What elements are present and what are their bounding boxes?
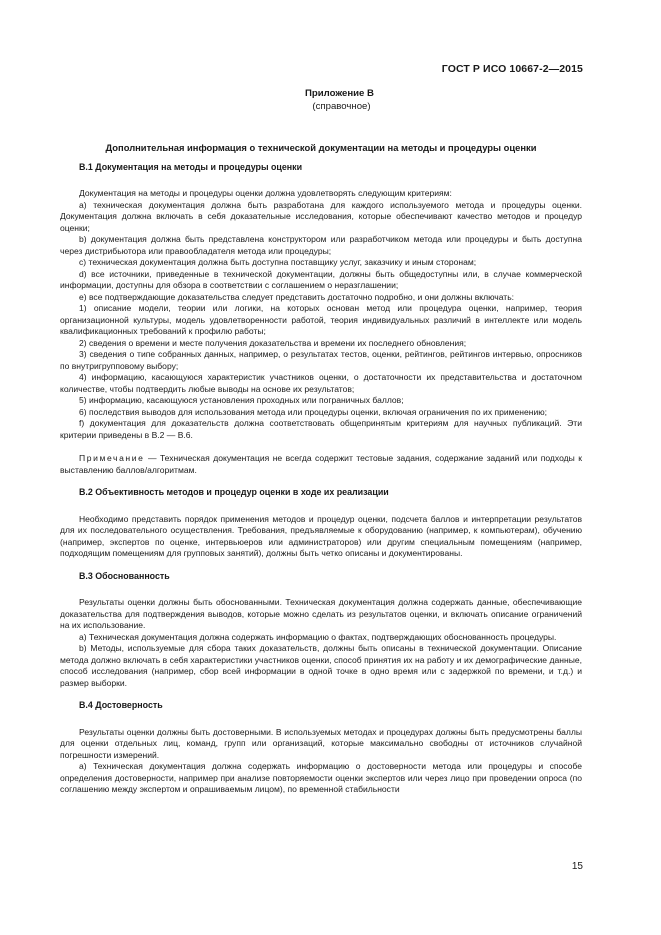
b1-item-a: а) техническая документация должна быть разработана для каждого используемого метода и процедуры оценки. Документация должна включать в себя доказательные исследования, которые обеспечивают качество методов и процедур оценки; — [60, 199, 582, 233]
note-text: — Техническая документация не всегда содержит тестовые задания, содержание заданий или подходы к выставлению баллов/алгоритмам. — [60, 453, 582, 475]
b3-item-a: а) Техническая документация должна содержать информацию о фактах, подтверждающих обоснованность процедуры. — [79, 631, 557, 642]
note-label: Примечание — [79, 453, 145, 463]
section-b1-heading: В.1 Документация на методы и процедуры оценки — [79, 161, 303, 172]
page-number: 15 — [571, 861, 583, 872]
b1-sub-item-4: 4) информацию, касающуюся характеристик участников оценки, о достаточности их представительства и достаточном количестве, чтобы подтвердить любые выводы на основе их результатов; — [60, 372, 582, 394]
b1-item-f: f) документация для доказательств должна соответствовать общепринятым критериям для научных публикаций. Эти критерии приведены в В.2 — В.6. — [60, 418, 582, 440]
section-b4-heading: В.4 Достоверность — [79, 700, 163, 710]
b3-item-b: b) Методы, используемые для сбора таких доказательств, должны быть описаны в технической документации. Описание метода должно включать в себя характеристики участников оценки, способ принятия их на работу и их демографические данные, способ исследования (например, сбор всей информации в одной точке в одно время или с задержкой по времени, и т.д.) и размер выборки. — [60, 643, 582, 688]
spacer — [60, 560, 582, 571]
spacer — [60, 689, 582, 700]
b4-item-a: а) Техническая документация должна содержать информацию о достоверности метода или процедуры и способе определения достоверности, например при анализе повторяемости оценки экспертов или через лицо при проведении опроса (по соглашению между экспертом и опрашиваемым лицом), по временной стабильности — [60, 761, 582, 794]
appendix-heading — [0, 88, 661, 113]
b1-sub-item-1: 1) описание модели, теории или логики, на которых основан метод или процедура оценки, например, теория организационной культуры, модель удовлетворенности работой, теория индивидуальных различий в интеллекте или модель квалификационных требований к профилю работы; — [60, 303, 582, 336]
b1-item-b: b) документация должна быть представлена конструктором или разработчиком метода или процедуры и быть доступна через дистрибьютора или правообладателя метода или процедуры; — [60, 234, 582, 256]
appendix-subtitle: (справочное) — [312, 100, 371, 112]
b3-text: Результаты оценки должны быть обоснованными. Техническая документация должна содержать данные, обеспечивающие доказательства для подтверждения выводов, которые можно сделать из результатов оценки, и включать описание ограничений на их использование. — [60, 597, 582, 630]
document-body — [60, 142, 582, 796]
b1-item-c: с) техническая документация должна быть доступна поставщику услуг, заказчику и иным сторонам; — [79, 257, 477, 267]
b1-sub-item-5: 5) информацию, касающуюся установления проходных или пограничных баллов; — [79, 395, 404, 405]
section-b2-heading: В.2 Объективность методов и процедур оценки в ходе их реализации — [79, 487, 389, 497]
b1-sub-item-3: 3) сведения о типе собранных данных, например, о результатах тестов, оценки, рейтингов, рейтингов интервью, опросников по внутригрупповому выбору; — [60, 349, 582, 371]
appendix-title: Приложение В — [305, 88, 374, 99]
b1-item-e: е) все подтверждающие доказательства следует представить достаточно подробно, и они должны включать: — [79, 291, 515, 302]
spacer — [60, 476, 582, 487]
b1-item-d: d) все источники, приведенные в технической документации, должны быть общедоступны или, в случае коммерческой информации, доступны для обзора в соответствии с соглашением о неразглашении; — [60, 268, 582, 290]
b2-text: Необходимо представить порядок применения методов и процедур оценки, подсчета баллов и интерпретации результатов для их последовательного осуществления. Требования, предъявляемые к оборудованию (например, к компьютерам), обучению (например, экспертов по оценке, интервьюеров или администраторов) или другим специальным помещениям (например, подходящим помещениям для групповых занятий), должны быть четко описаны и документированы. — [60, 513, 582, 558]
b4-text: Результаты оценки должны быть достоверными. В используемых методах и процедурах должны быть предусмотрены баллы для оценки отдельных лиц, команд, групп или организаций, которые максимально свободны от источников случайной погрешности измерений. — [60, 726, 582, 760]
b1-sub-item-6: 6) последствия выводов для использования метода или процедуры оценки, включая ограничения по их применению; — [79, 406, 548, 417]
b1-note — [60, 453, 582, 476]
section-b3-heading: В.3 Обоснованность — [79, 570, 170, 581]
main-title: Дополнительная информация о технической документации на методы и процедуры оценки — [105, 142, 537, 153]
spacer — [60, 441, 582, 453]
b1-intro: Документация на методы и процедуры оценки должна удовлетворять следующим критериям: — [79, 188, 452, 198]
b1-sub-item-2: 2) сведения о времени и месте получения доказательства и времени их последнего обновления; — [79, 337, 467, 348]
standard-header: ГОСТ Р ИСО 10667-2—2015 — [441, 63, 583, 75]
